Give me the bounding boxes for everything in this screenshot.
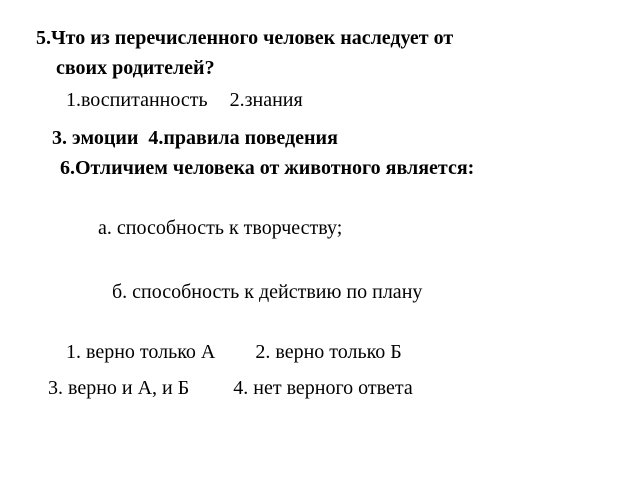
question-5-option-1: 1.воспитанность [66,89,208,111]
question-5-options-row-1 [66,88,303,112]
question-6-answer-2: 2. верно только Б [255,341,402,363]
question-6-answer-3: 3. верно и А, и Б [48,377,190,399]
question-5-option-4: 4.правила поведения [148,127,338,149]
question-6-answers-row-1 [66,340,402,364]
question-5-option-3: 3. эмоции [52,127,139,149]
question-6-statement-b: б. способность к действию по плану [112,281,423,303]
question-5-option-2: 2.знания [229,89,303,111]
question-6-answer-4: 4. нет верного ответа [233,377,413,399]
question-6-statement-a: а. способность к творчеству; [98,217,343,239]
question-6-text: 6.Отличием человека от животного является: [60,157,475,179]
question-5-text: 5.Что из перечисленного человек наследует от [36,27,454,49]
question-5-options-row-2 [52,126,338,150]
question-5-text-continued: своих родителей? [56,57,215,79]
question-6-answer-1: 1. верно только А [66,341,216,363]
question-6-answers-row-2 [48,376,413,400]
